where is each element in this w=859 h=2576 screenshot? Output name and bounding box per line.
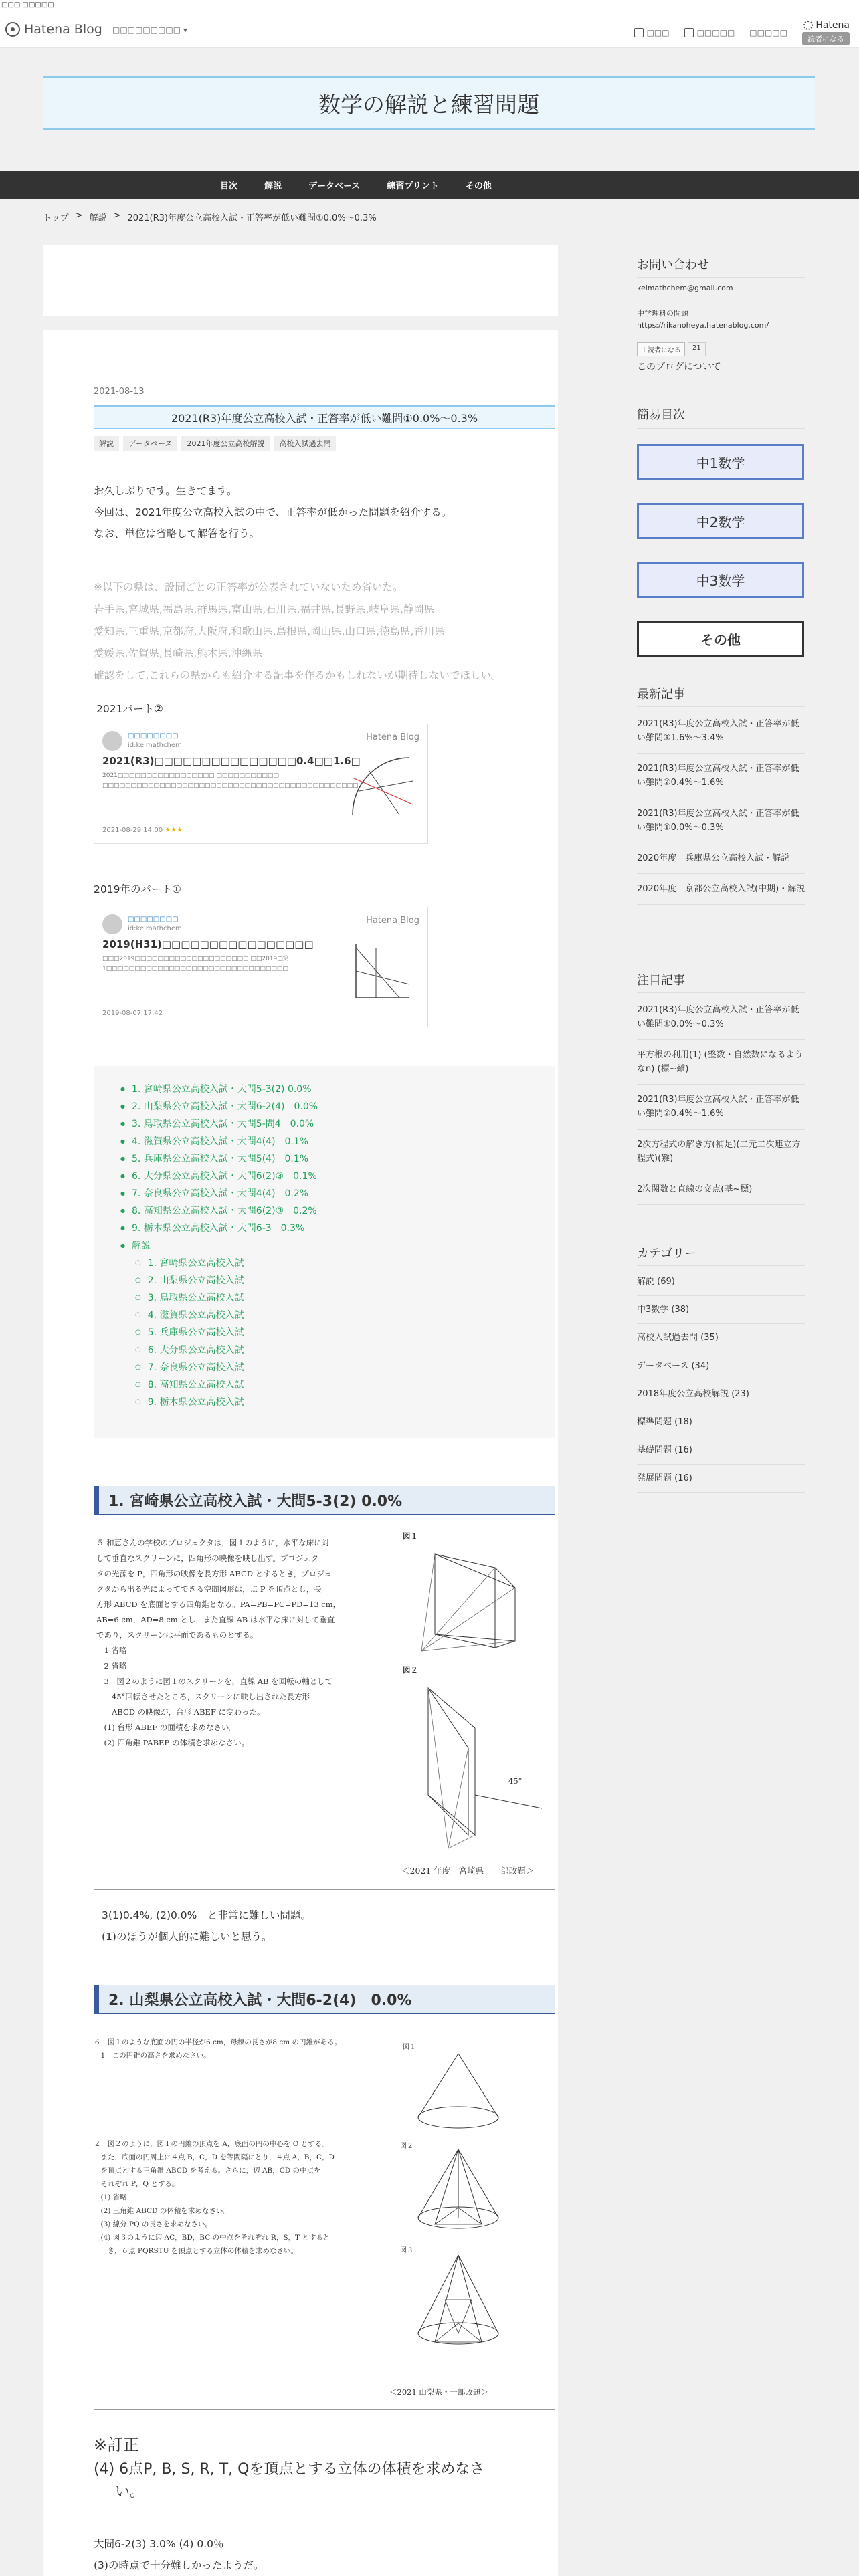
card-thumbnail <box>346 934 419 1008</box>
entry-title[interactable]: 2021(R3)年度公立高校入試・正答率が低い難問①0.0%〜0.3% <box>94 405 555 429</box>
scan-caption: ＜2021 年度 宮崎県 一部改題＞ <box>401 1866 535 1876</box>
divider <box>637 277 805 278</box>
hatena-logo-icon <box>5 22 20 37</box>
hatena-blog-mark: Hatena Blog <box>366 916 419 926</box>
figure-1-cone <box>408 2050 508 2137</box>
divider <box>637 428 805 429</box>
breadcrumb-sep: > <box>113 211 121 221</box>
toc-button-grade2[interactable]: 中2数学 <box>637 503 804 539</box>
breadcrumb <box>43 211 377 223</box>
toc-button-other[interactable]: その他 <box>637 621 804 657</box>
figure-label: 図１ <box>403 1531 418 1541</box>
divider <box>637 706 805 707</box>
problem-text: ５ 和恵さんの学校のプロジェクタは，図１のように，水平な床に対 して垂直なスクリーンに，四角形の映像を映し出す。プロジェク タの光源を P，四角形の映像を長方形 ABCD とするとき，プロジェ クタから出る光によってできる空間図形は，点 P を頂点とし，長 方形 ABCD を底面とする四角錐となる。PA=PB=PC=PD=13 cm， AB=6 cm，AD=8 cm とし，また直線 AB は水平な床に対して垂直 であり，スクリーンは平面であるものとする。 1 省略 2 省略 3 図２のように図１のスクリーンを，直線 AB を回転の軸として 45°回転させたところ，スクリーンに映し出された長方形 ABCD の映像が，台形 ABEF に変わった。 (1) 台形 ABEF の面積を求めなさい。 (2) 四角錐 PABEF の体積を求めなさい。 <box>96 1538 341 1747</box>
divider <box>637 992 805 993</box>
card-owner: □□□□□□□□ id:keimathchem <box>102 914 182 934</box>
figure-label: 図２ <box>403 1665 418 1675</box>
featured-post-link[interactable]: 2次方程式の解き方(補足)(二元二次連立方程式)(難) <box>637 1130 805 1174</box>
breadcrumb-category[interactable]: 解説 <box>89 213 107 223</box>
global-nav <box>0 171 859 199</box>
sidebar-recent-title: 最新記事 <box>637 687 685 702</box>
part2-label: 2021パート② <box>96 703 163 715</box>
section1-comment: 3(1)0.4%, (2)0.0% と非常に難しい問題。 (1)のほうが個人的に難しいと思う。 <box>102 1909 311 1943</box>
card-excerpt: □□□2019□□□□□□□□□□□□□□□□□□□□ □□2019□第1□□□□□□□□□□□□□□□□□□□□□□□□□□□□□□□□ <box>102 956 289 972</box>
sidebar-featured-title: 注目記事 <box>637 974 685 988</box>
related-blog: 中学理科の問題 https://rikanoheya.hatenablog.com/ <box>637 308 805 332</box>
card-title[interactable]: 2021(R3)□□□□□□□□□□□□□□□0.4□□1.6□ <box>102 755 361 767</box>
toc-item[interactable]: ● 6. 大分県公立高校入試・大問6(2)③ 0.1% <box>120 1168 318 1185</box>
category-link[interactable]: 解説 (69) <box>637 1268 805 1296</box>
sidebar-category-title: カテゴリー <box>637 1247 697 1261</box>
write-post-link[interactable]: □□□ <box>634 28 670 37</box>
section-heading-1: 1. 宮崎県公立高校入試・大問5-3(2) 0.0% <box>94 1486 555 1515</box>
divider <box>637 1265 805 1266</box>
star-icon: ★★★ <box>165 827 183 834</box>
nav-item-database[interactable]: データベース <box>308 181 361 191</box>
nav-item-other[interactable]: その他 <box>465 181 492 191</box>
toc-item[interactable]: ● 7. 奈良県公立高校入試・大問4(4) 0.2% <box>120 1185 318 1202</box>
toc-subitem[interactable]: ○ 7. 奈良県公立高校入試 <box>135 1359 318 1376</box>
hatena-topstrip: □□□ □□□□□ <box>0 0 859 11</box>
card-date: 2021-08-29 14:00 ★★★ <box>102 827 183 834</box>
figure-2-cone <box>408 2144 508 2238</box>
problem-scan-yamanashi <box>94 2030 555 2410</box>
hatena-blog-mark: Hatena Blog <box>366 732 419 742</box>
ad-area <box>43 245 558 316</box>
breadcrumb-top[interactable]: トップ <box>43 213 69 223</box>
toc-subitem[interactable]: ○ 2. 山梨県公立高校入試 <box>135 1272 318 1289</box>
table-of-contents <box>94 1066 555 1438</box>
problem-text: ６ 図１のような底面の円の半径が6 cm，母線の長さが8 cm の円錐がある。 1 この円錐の高さを求めなさい。 <box>94 2038 342 2060</box>
category-tag[interactable]: 解説 <box>94 436 119 451</box>
featured-post-link[interactable]: 2021(R3)年度公立高校入試・正答率が低い難問②0.4%〜1.6% <box>637 1085 805 1130</box>
toc-subitem[interactable]: ○ 1. 宮崎県公立高校入試 <box>135 1255 318 1272</box>
category-link[interactable]: 標準問題 (18) <box>637 1408 805 1436</box>
toc-item[interactable]: ● 1. 宮崎県公立高校入試・大問5-3(2) 0.0% <box>120 1081 318 1098</box>
entry-categories <box>94 436 336 451</box>
category-link[interactable]: 2018年度公立高校解説 (23) <box>637 1380 805 1408</box>
toc-button-grade3[interactable]: 中3数学 <box>637 562 804 598</box>
blog-menu-dropdown[interactable]: □□□□□□□□□ ▾ <box>112 25 187 35</box>
gear-icon <box>803 21 813 30</box>
figure-3-cone <box>408 2250 508 2357</box>
problem-scan-miyazaki <box>94 1529 555 1890</box>
category-link[interactable]: 基礎問題 (16) <box>637 1436 805 1465</box>
figure-1-diagram <box>408 1541 542 1654</box>
user-menu[interactable]: Hatena <box>803 20 850 31</box>
correction-heading: ※訂正 <box>94 2436 140 2454</box>
figure-label: 図１ <box>403 2044 416 2051</box>
sidebar-toc-title: 簡易目次 <box>637 408 685 422</box>
toc-item[interactable]: ● 4. 滋賀県公立高校入試・大問4(4) 0.1% <box>120 1133 318 1150</box>
nav-item-toc[interactable]: 目次 <box>220 181 238 191</box>
problem-text: ２ 図２のように，図１の円錐の頂点を A，底面の円の中心を O とする。 また，底面の円周上に４点 B，C，D を等間隔にとり，４点 A，B，C，D を頂点とする三角錐 ABCD を考える。さらに，辺 AB，CD の中点を それぞれ P，Q とする。 (1) 省略 (2) 三角錐 ABCD の体積を求めなさい。 (3) 線分 PQ の長さを求めなさい。 (4) 図３のように辺 AC，BD，BC の中点をそれぞれ R，S，T とすると き，６点 PQRSTU を頂点とする立体の体積を求めなさい。 <box>94 2140 335 2255</box>
related-blog-link[interactable]: https://rikanoheya.hatenablog.com/ <box>637 321 769 330</box>
featured-post-link[interactable]: 平方根の利用(1) (整数・自然数になるようなn) (標~難) <box>637 1040 805 1085</box>
toc-subitem[interactable]: ○ 9. 栃木県公立高校入試 <box>135 1394 318 1411</box>
embedded-blog-card[interactable] <box>94 907 428 1027</box>
figure-label: 図３ <box>400 2247 413 2254</box>
category-link[interactable]: データベース (34) <box>637 1352 805 1380</box>
sidebar-contact-title: お問い合わせ <box>637 258 709 272</box>
nav-item-explanation[interactable]: 解説 <box>264 181 282 191</box>
figure-2-diagram <box>408 1675 549 1855</box>
logo-text: Hatena Blog <box>24 22 102 37</box>
toc-subitem[interactable]: ○ 4. 滋賀県公立高校入試 <box>135 1307 318 1324</box>
entry-date[interactable]: 2021-08-13 <box>94 387 145 397</box>
card-title[interactable]: 2019(H31)□□□□□□□□□□□□□□□□ <box>102 938 314 950</box>
card-excerpt: 2021□□□□□□□□□□□□□□□□□ □□□□□□□□□□□ □□□□□□□□□□□□□□□□□□□□□□□□□□□□□□□□□□□□□□□□□□□□□ <box>102 772 359 789</box>
correction-text: (4) 6点P, B, S, R, T, Qを頂点とする立体の体積を求めなさ い。 <box>94 2461 485 2500</box>
scan-caption: ＜2021 山梨県・一部改題＞ <box>389 2387 488 2397</box>
recent-post-link[interactable]: 2021(R3)年度公立高校入試・正答率が低い難問③1.6%〜3.4% <box>637 709 805 754</box>
toc-item[interactable]: ● 8. 高知県公立高校入試・大問6(2)③ 0.2% <box>120 1202 318 1220</box>
toc-button-grade1[interactable]: 中1数学 <box>637 444 804 480</box>
subscribe-widget <box>637 342 805 356</box>
toc-item[interactable]: ● 5. 兵庫県公立高校入試・大問5(4) 0.1% <box>120 1150 318 1168</box>
toc-item[interactable]: ● 解説 <box>120 1237 318 1255</box>
note-paragraph: ※以下の県は、設問ごとの正答率が公表されていないため省いた。 岩手県,宮城県,福島県,群馬県,富山県,石川県,福井県,長野県,岐阜県,静岡県 愛知県,三重県,京都府,大阪府,和歌山県,島根県,岡山県,山口県,徳島県,香川県 愛媛県,佐賀県,長崎県,熊本県,沖縄県 確認をして,これらの県からも紹介する記事を作るかもしれないが期待しないでほしい。 <box>94 581 502 681</box>
intro-paragraph: お久しぶりです。生きてます。 今回は、2021年度公立高校入試の中で、正答率が低かった問題を紹介する。 なお、単位は省略して解答を行う。 <box>94 485 452 540</box>
avatar <box>102 731 122 751</box>
featured-posts-list <box>637 995 805 1205</box>
toc-subitem[interactable]: ○ 5. 兵庫県公立高校入試 <box>135 1324 318 1341</box>
toc-subitem[interactable]: ○ 3. 鳥取県公立高校入試 <box>135 1289 318 1307</box>
toc-item[interactable]: ● 2. 山梨県公立高校入試・大問6-2(4) 0.0% <box>120 1098 318 1115</box>
subscribe-button[interactable]: 読者になる <box>802 32 850 45</box>
recent-posts-list <box>637 709 805 905</box>
section2-comment: 大問6-2(3) 3.0% (4) 0.0％ (3)の時点で十分難しかったようだ。 <box>94 2538 264 2571</box>
reader-link[interactable]: □□□□□ <box>749 28 787 37</box>
toc-subitem[interactable]: ○ 6. 大分県公立高校入試 <box>135 1341 318 1359</box>
category-tag[interactable]: 高校入試過去問 <box>274 436 336 451</box>
blog-title[interactable]: 数学の解説と練習問題 <box>43 76 815 130</box>
about-blog-link[interactable]: このブログについて <box>637 362 721 372</box>
toc-subitem[interactable]: ○ 8. 高知県公立高校入試 <box>135 1376 318 1394</box>
subscribe-button[interactable]: ＋読者になる <box>637 342 685 356</box>
part1-label: 2019年のパート① <box>94 883 181 895</box>
dashboard-icon <box>684 28 694 37</box>
category-link[interactable]: 高校入試過去問 (35) <box>637 1324 805 1352</box>
toc-sublist-wrapper <box>120 1255 318 1411</box>
recent-post-link[interactable]: 2021(R3)年度公立高校入試・正答率が低い難問②0.4%〜1.6% <box>637 754 805 798</box>
angle-label: 45° <box>508 1776 522 1786</box>
category-tag[interactable]: データベース <box>123 436 177 451</box>
manage-link[interactable]: □□□□□ <box>684 28 735 37</box>
avatar <box>102 914 122 934</box>
recent-post-link[interactable]: 2020年度 京都公立高校入試(中期)・解説 <box>637 874 805 905</box>
subscriber-count: 21 <box>688 342 706 356</box>
contact-email[interactable]: keimathchem@gmail.com <box>637 284 733 292</box>
nav-item-practice[interactable]: 練習プリント <box>387 181 439 191</box>
featured-post-link[interactable]: 2021(R3)年度公立高校入試・正答率が低い難問①0.0%〜0.3% <box>637 995 805 1040</box>
recent-post-link[interactable]: 2020年度 兵庫県公立高校入試・解説 <box>637 843 805 874</box>
global-header <box>0 11 859 48</box>
user-area <box>802 20 850 45</box>
toc-item[interactable]: ● 3. 鳥取県公立高校入試・大問5-問4 0.0% <box>120 1115 318 1133</box>
category-link[interactable]: 発展問題 (16) <box>637 1465 805 1493</box>
card-owner: □□□□□□□□ id:keimathchem <box>102 731 182 751</box>
header-right-menu <box>634 20 850 45</box>
featured-post-link[interactable]: 2次関数と直線の交点(基~標) <box>637 1174 805 1205</box>
pencil-icon <box>634 28 644 37</box>
embedded-blog-card[interactable] <box>94 724 428 844</box>
section-heading-2: 2. 山梨県公立高校入試・大問6-2(4) 0.0% <box>94 1985 555 2014</box>
category-list <box>637 1268 805 1493</box>
breadcrumb-current: 2021(R3)年度公立高校入試・正答率が低い難問①0.0%〜0.3% <box>127 213 377 223</box>
card-thumbnail <box>346 751 419 825</box>
category-link[interactable]: 中3数学 (38) <box>637 1296 805 1324</box>
figure-label: 図２ <box>400 2143 413 2150</box>
card-date: 2019-08-07 17:42 <box>102 1010 163 1017</box>
breadcrumb-sep: > <box>75 211 83 221</box>
toc-item[interactable]: ● 9. 栃木県公立高校入試・大問6-3 0.3% <box>120 1220 318 1237</box>
recent-post-link[interactable]: 2021(R3)年度公立高校入試・正答率が低い難問①0.0%〜0.3% <box>637 798 805 843</box>
category-tag[interactable]: 2021年度公立高校解説 <box>181 436 270 451</box>
hatena-blog-logo[interactable] <box>5 20 102 39</box>
